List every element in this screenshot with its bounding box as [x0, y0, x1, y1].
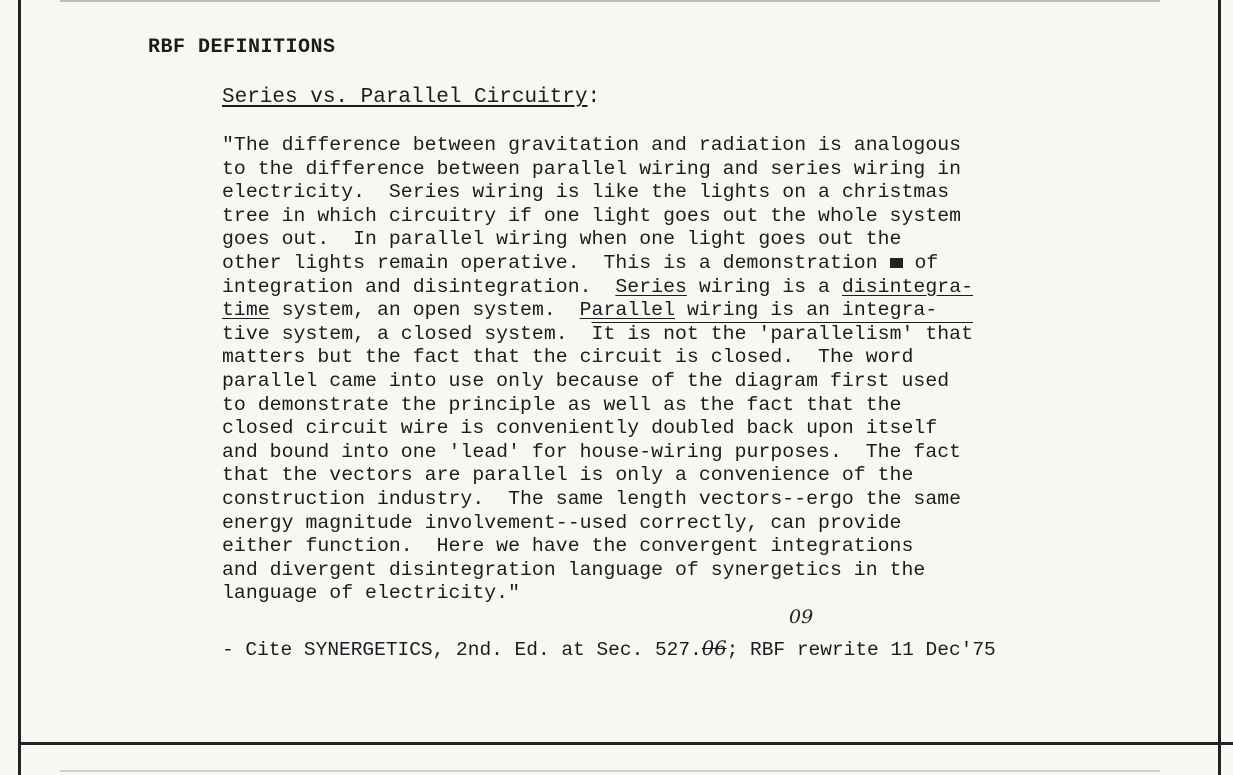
- document-heading: RBF DEFINITIONS: [148, 36, 336, 59]
- quote-line: to demonstrate the principle as well as the fact that the: [222, 393, 902, 416]
- quote-line: [222, 323, 973, 347]
- quote-line-text: system, an open system.: [281, 299, 556, 322]
- card-border-bottom: [18, 742, 1233, 745]
- underlined-word-parallel: Parallel: [579, 299, 676, 322]
- ink-blot: [890, 258, 903, 268]
- struck-section-number: 06: [701, 637, 727, 660]
- quote-line: goes out. In parallel wiring when one light goes out the: [222, 228, 902, 251]
- handwritten-correction: 09: [789, 606, 814, 628]
- quote-line-text: other lights remain operative. This is a demonstration: [222, 251, 878, 274]
- quote-line: [222, 252, 973, 276]
- next-card-edge: [60, 770, 1160, 772]
- quote-line: tree in which circuitry if one light goes out the whole system: [222, 204, 962, 227]
- quote-line: either function. Here we have the convergent integrations: [222, 535, 914, 558]
- quote-line: and divergent disintegration language of synergetics in the: [222, 558, 926, 581]
- quote-line: and bound into one 'lead' for house-wiring purposes. The fact: [222, 440, 962, 463]
- quote-line: matters but the fact that the circuit is closed. The word: [222, 346, 914, 369]
- definition-title-text: Series vs. Parallel Circuitry: [222, 86, 588, 109]
- underlined-word-time: time: [222, 299, 270, 322]
- quote-line: parallel came into use only because of the diagram first used: [222, 369, 950, 392]
- card-top-edge: [60, 0, 1160, 2]
- quote-line: energy magnitude involvement--used correctly, can provide: [222, 511, 902, 534]
- quote-line: closed circuit wire is conveniently doubled back upon itself: [222, 417, 938, 440]
- definition-title-colon: :: [587, 86, 601, 109]
- card-border-right: [1218, 0, 1221, 775]
- quote-line-text: It is not the 'parallelism' that: [591, 322, 974, 345]
- quote-line: that the vectors are parallel is only a convenience of the: [222, 464, 914, 487]
- quote-line-text: integration and disintegration.: [222, 275, 592, 298]
- definition-quote: [222, 134, 973, 606]
- quote-line-text: of: [914, 251, 939, 274]
- definition-title: [222, 86, 600, 109]
- quote-line-text: wiring is a: [698, 275, 830, 298]
- quote-line: "The difference between gravitation and radiation is analogous: [222, 134, 962, 156]
- underlined-word-disintegra: disintegra-: [841, 275, 974, 298]
- card-border-left: [18, 0, 21, 775]
- quote-line: to the difference between parallel wiring and series wiring in: [222, 157, 962, 180]
- citation-suffix: ; RBF rewrite 11 Dec'75: [726, 639, 996, 661]
- underlined-word-series: Series: [615, 275, 687, 298]
- quote-line-text: wiring is an integra-: [686, 299, 938, 322]
- quote-line: construction industry. The same length vectors--ergo the same: [222, 487, 962, 510]
- quote-line: electricity. Series wiring is like the lights on a christmas: [222, 181, 950, 204]
- citation: [222, 637, 996, 661]
- citation-prefix: - Cite SYNERGETICS, 2nd. Ed. at Sec. 527.: [222, 639, 702, 661]
- quote-line-text: tive system, a closed system.: [222, 322, 568, 345]
- quote-line: language of electricity.": [222, 582, 521, 605]
- quote-line: [222, 276, 973, 300]
- quote-line: [222, 299, 973, 323]
